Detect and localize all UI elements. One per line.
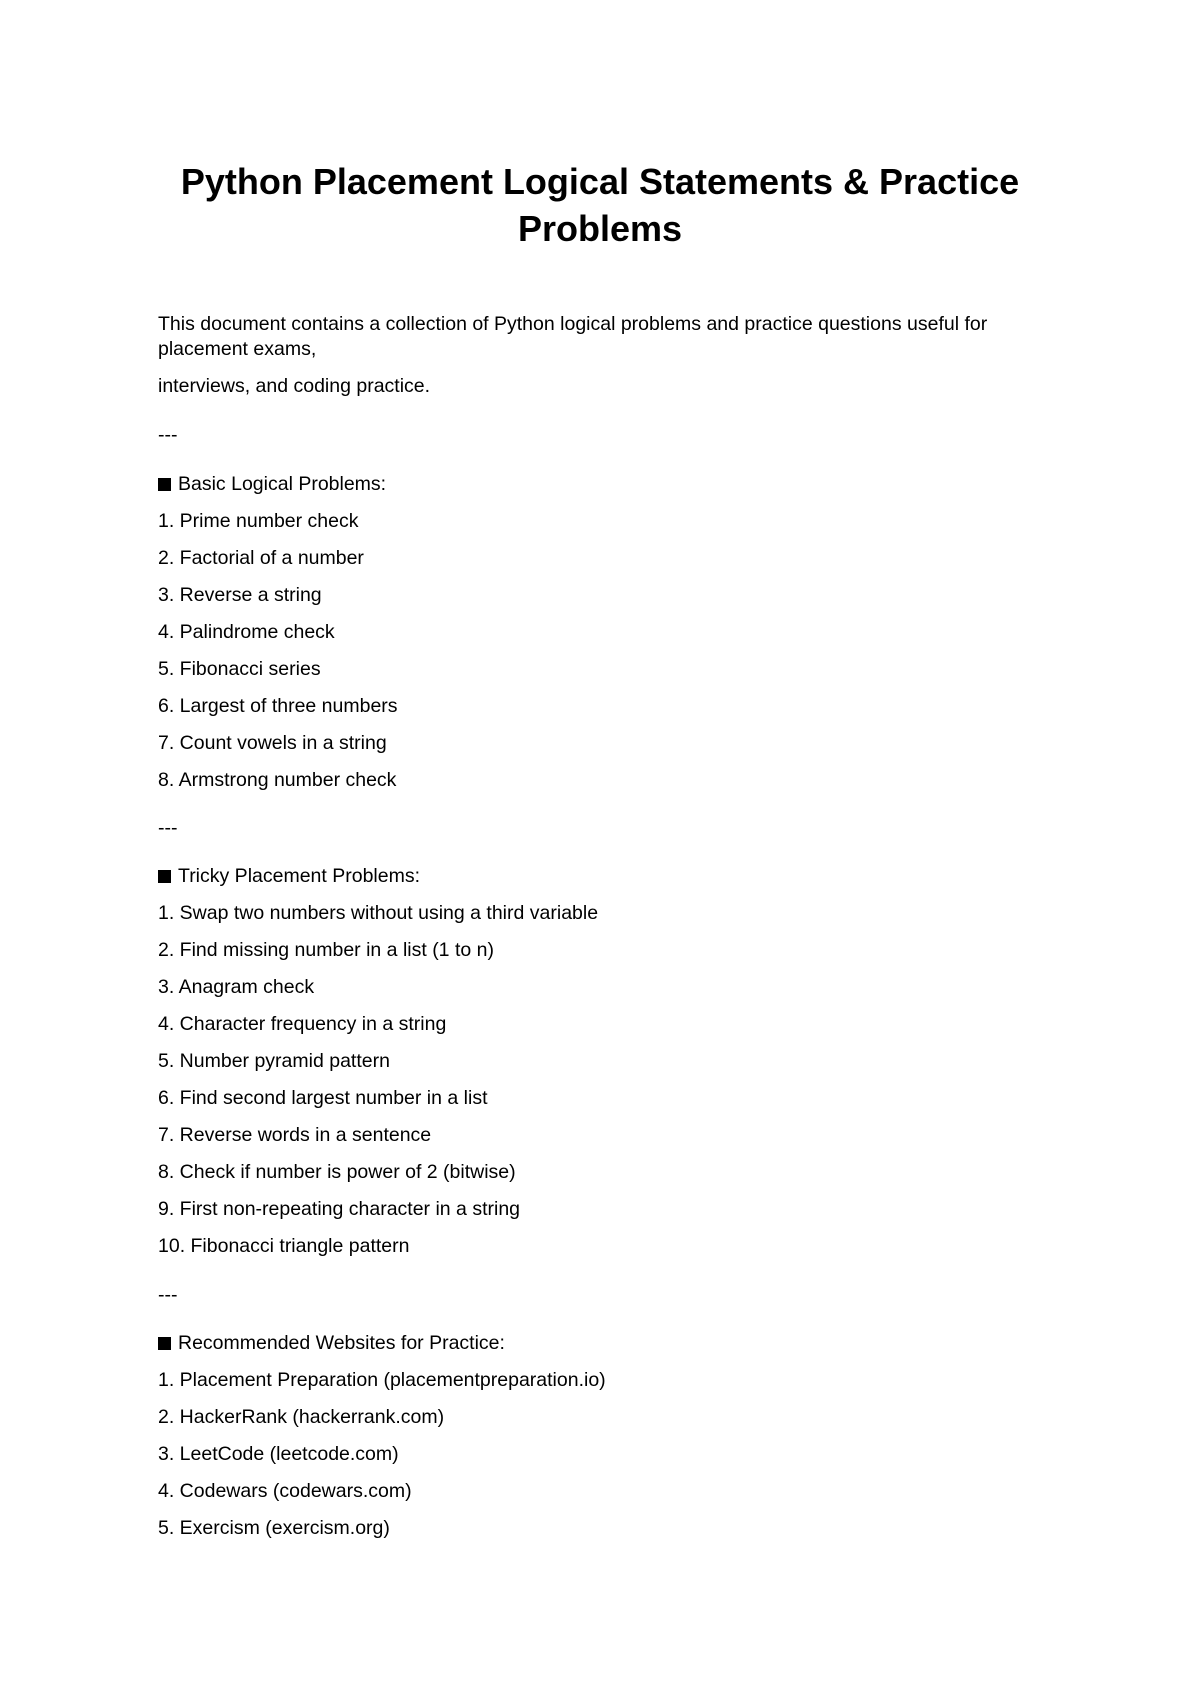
list-item: 7. Count vowels in a string — [158, 732, 387, 754]
list-item: 4. Palindrome check — [158, 621, 335, 643]
separator-3: --- — [158, 1284, 178, 1306]
list-item: 8. Check if number is power of 2 (bitwise) — [158, 1161, 516, 1183]
list-item: 2. HackerRank (hackerrank.com) — [158, 1406, 445, 1428]
list-item: 3. LeetCode (leetcode.com) — [158, 1443, 399, 1465]
list-item: 2. Find missing number in a list (1 to n) — [158, 939, 494, 961]
separator-1: --- — [158, 424, 178, 446]
section-heading-websites — [158, 1331, 505, 1355]
section-heading-basic — [158, 472, 386, 496]
list-item: 5. Fibonacci series — [158, 658, 321, 680]
square-bullet-icon — [158, 870, 171, 883]
list-item: 3. Anagram check — [158, 976, 315, 998]
list-item: 6. Largest of three numbers — [158, 695, 398, 717]
list-item: 1. Placement Preparation (placementpreparation.io) — [158, 1369, 606, 1391]
square-bullet-icon — [158, 478, 171, 491]
list-item: 1. Swap two numbers without using a third variable — [158, 902, 599, 924]
square-bullet-icon — [158, 1337, 171, 1350]
list-item: 10. Fibonacci triangle pattern — [158, 1235, 410, 1257]
section-heading-tricky — [158, 864, 420, 888]
section-heading-tricky-label: Tricky Placement Problems: — [178, 865, 421, 887]
list-item: 9. First non-repeating character in a string — [158, 1198, 521, 1220]
title-line-2: Problems — [517, 208, 683, 249]
list-item: 2. Factorial of a number — [158, 547, 364, 569]
list-item: 1. Prime number check — [158, 510, 359, 532]
list-item: 5. Exercism (exercism.org) — [158, 1517, 390, 1539]
list-item: 5. Number pyramid pattern — [158, 1050, 390, 1072]
document-title — [150, 158, 1050, 252]
section-heading-websites-label: Recommended Websites for Practice: — [178, 1332, 505, 1354]
list-item: 8. Armstrong number check — [158, 769, 397, 791]
section-heading-basic-label: Basic Logical Problems: — [178, 473, 387, 495]
list-item: 7. Reverse words in a sentence — [158, 1124, 432, 1146]
title-line-1: Python Placement Logical Statements & Practice — [180, 161, 1020, 202]
list-item: 3. Reverse a string — [158, 584, 322, 606]
list-item: 4. Codewars (codewars.com) — [158, 1480, 412, 1502]
intro-paragraph: This document contains a collection of Python logical problems and practice questions useful for placement exams, — [158, 313, 988, 360]
intro-paragraph-continued: interviews, and coding practice. — [158, 375, 431, 397]
list-item: 4. Character frequency in a string — [158, 1013, 447, 1035]
list-item: 6. Find second largest number in a list — [158, 1087, 488, 1109]
separator-2: --- — [158, 817, 178, 839]
